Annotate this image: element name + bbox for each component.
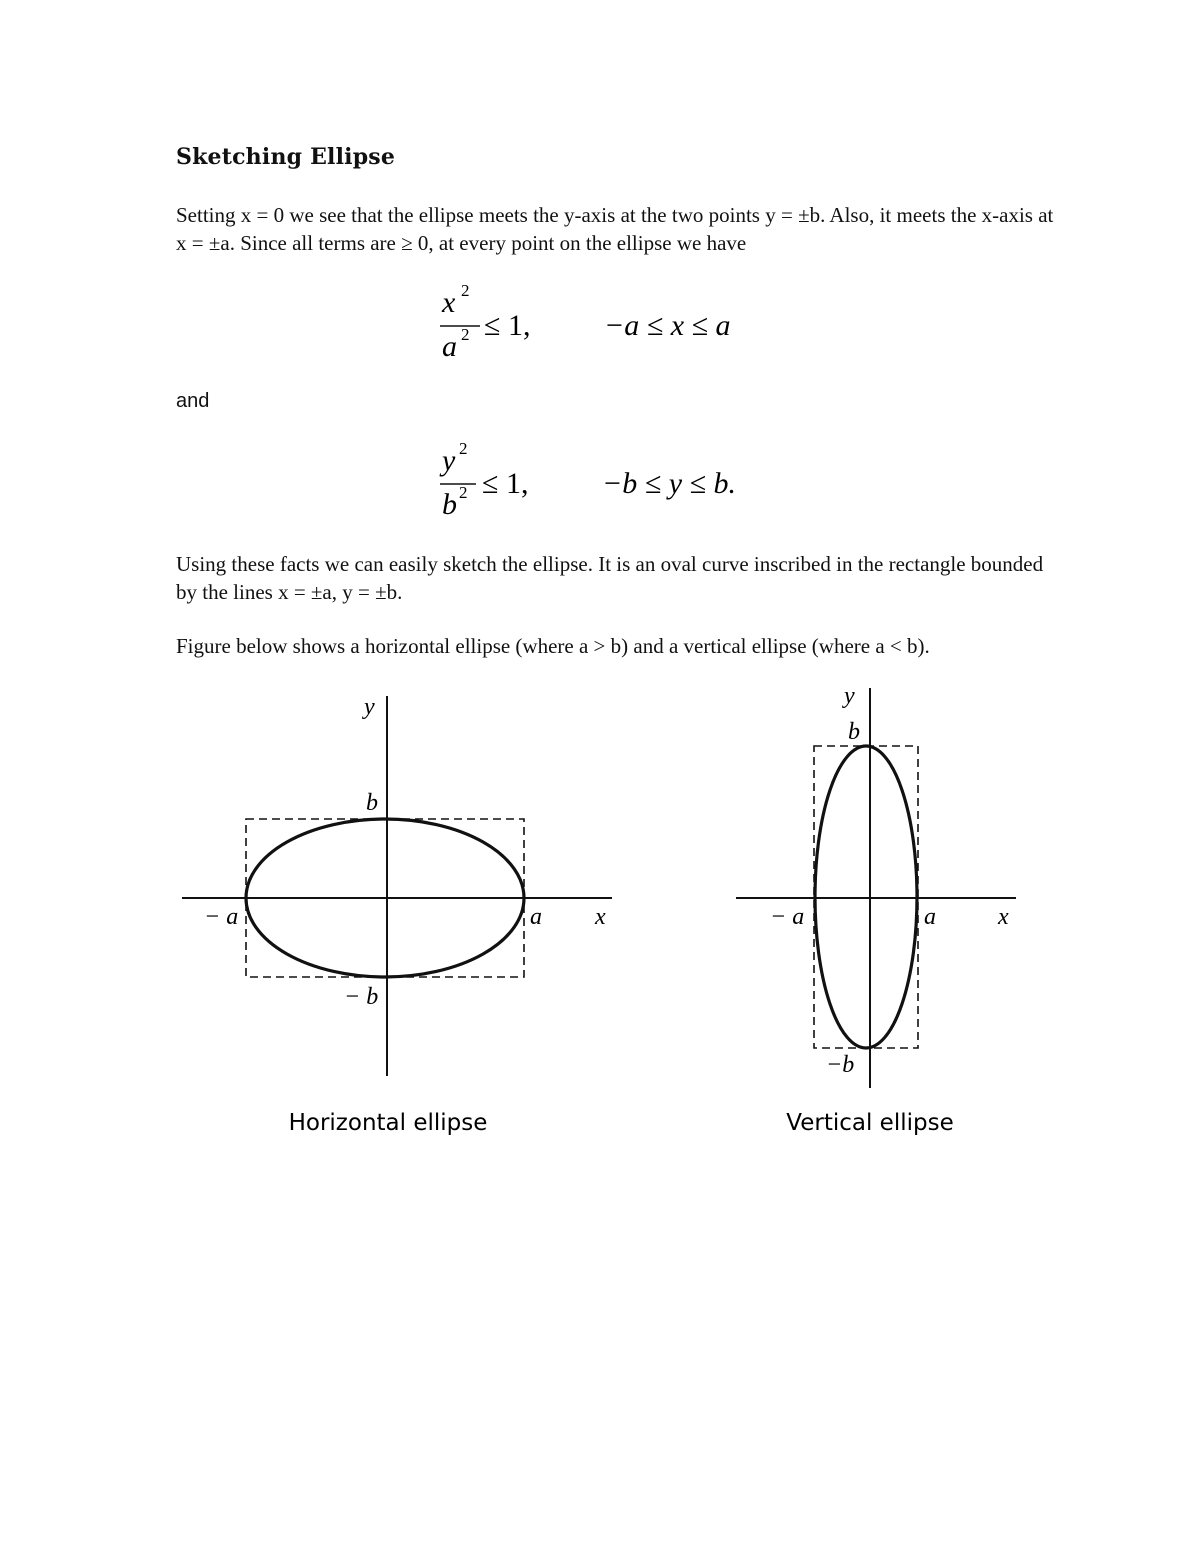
- right-intercept-label: a: [924, 904, 936, 930]
- y-axis-label: y: [364, 694, 375, 720]
- page-title: Sketching Ellipse: [176, 144, 396, 170]
- sketch-paragraph: Using these facts we can easily sketch the ellipse. It is an oval curve inscribed in the rectangle bounded by the lines x = ±a, y = ±b.: [176, 552, 1044, 604]
- equation-y-numerator: y: [442, 444, 456, 477]
- and-text: and: [176, 390, 210, 412]
- right-intercept-label: a: [530, 904, 542, 930]
- left-intercept-label: − a: [770, 904, 805, 930]
- equation-y-denominator: b: [442, 488, 457, 521]
- equation-x-denominator: a: [442, 330, 457, 363]
- equation-x-numerator: x: [442, 286, 456, 319]
- left-intercept-label: − a: [204, 904, 239, 930]
- horizontal-ellipse-figure: [176, 684, 626, 1154]
- vertical-ellipse-caption: Vertical ellipse: [786, 1110, 954, 1136]
- equation-y-numerator-exponent: 2: [459, 440, 468, 458]
- bottom-intercept-label: − b: [344, 984, 379, 1010]
- top-intercept-label: b: [366, 790, 378, 816]
- equation-y-bound: [436, 440, 796, 536]
- intro-paragraph: Setting x = 0 we see that the ellipse meets the y-axis at the two points y = ±b. Also, it meets the x-axis at x = ±a. Since all terms are ≥ 0, at every point on the ellipse we have: [176, 203, 1054, 255]
- bottom-intercept-label: −b: [826, 1052, 855, 1078]
- equation-y-relation: ≤ 1,: [482, 467, 529, 500]
- equation-x-numerator-exponent: 2: [461, 282, 470, 300]
- top-intercept-label: b: [848, 719, 860, 745]
- x-axis-label: x: [595, 904, 606, 930]
- equation-x-relation: ≤ 1,: [484, 309, 531, 342]
- figure-intro-paragraph: Figure below shows a horizontal ellipse (where a > b) and a vertical ellipse (where a < b).: [176, 634, 930, 658]
- equation-y-denominator-exponent: 2: [459, 483, 468, 502]
- equation-x-denominator-exponent: 2: [461, 325, 470, 344]
- x-axis-label: x: [998, 904, 1009, 930]
- equation-x-bound: [436, 282, 796, 378]
- equation-x-range: −a ≤ x ≤ a: [604, 309, 731, 342]
- horizontal-ellipse-caption: Horizontal ellipse: [288, 1110, 488, 1136]
- equation-y-range: −b ≤ y ≤ b.: [602, 467, 736, 500]
- vertical-ellipse-figure: [730, 678, 1030, 1154]
- y-axis-label: y: [844, 683, 855, 709]
